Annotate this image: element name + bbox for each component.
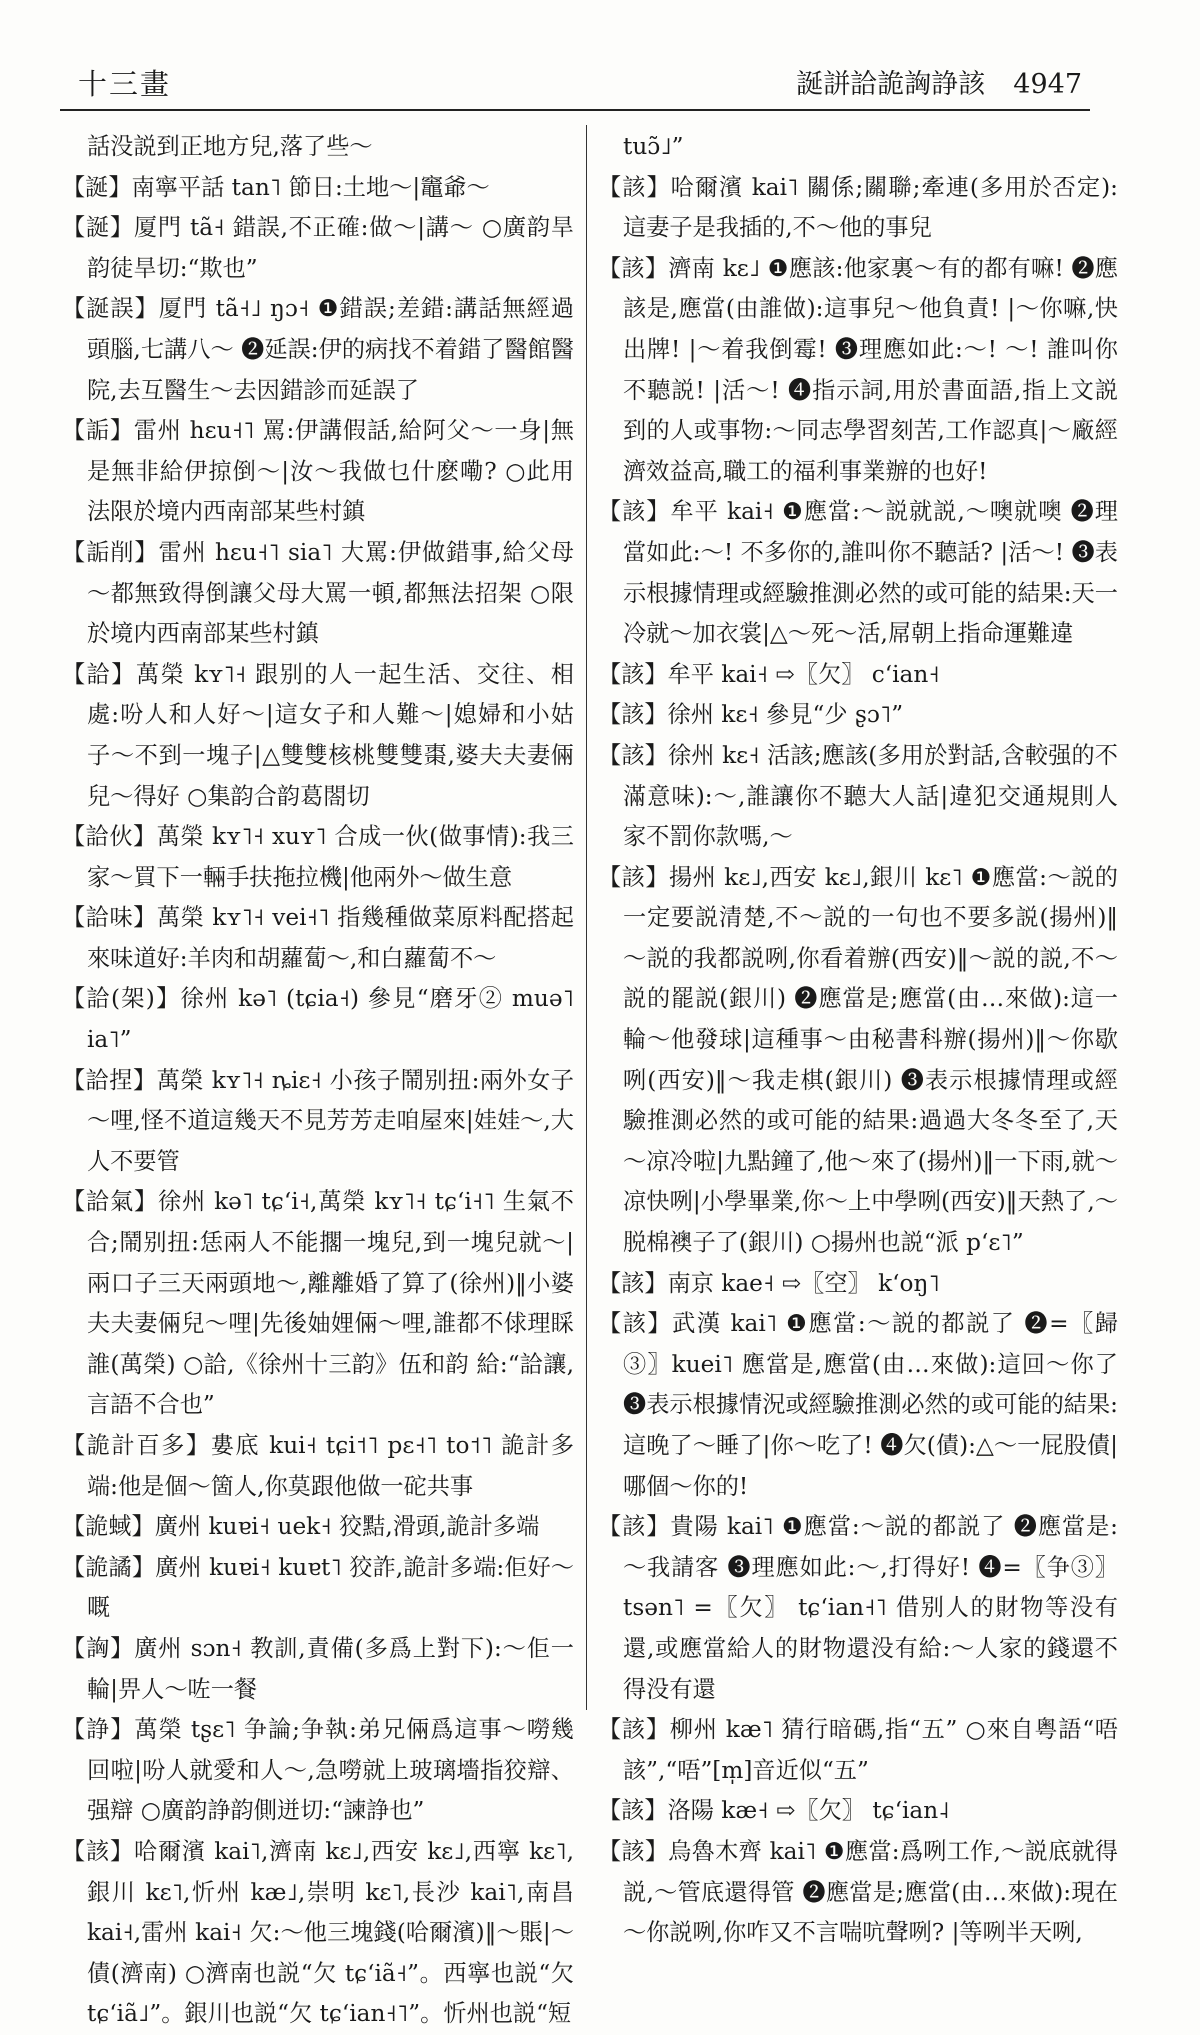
entry: 【詥捏】萬榮 kʏ˥˧ ȵiɛ˧ 小孩子鬧别扭:兩外女子～哩,怪不道這幾天不見芳芳走咱屋來|娃娃～,大人不要管 — [62, 1066, 574, 1175]
entry: 【該】哈爾濱 kai˥ 關係;關聯;牽連(多用於否定):這妻子是我插的,不～他的事兒 — [598, 173, 1118, 242]
entry: 【詥伙】萬榮 kʏ˥˧ xuʏ˥ 合成一伙(做事情):我三家～買下一輛手扶拖拉機|他兩外～做生意 — [62, 823, 574, 891]
header-right — [796, 62, 1082, 101]
left-column — [62, 127, 574, 2035]
entry: 【該】濟南 kɛ˩ ❶應該:他家裏～有的都有嘛! ❷應該是,應當(由誰做):這事兒～他負責! |～你嘛,快出牌! |～着我倒霉! ❸理應如此:～! ～! 誰叫你不聽説! |活～! ❹指示詞,用於書面語,指上文説到的人或事物:～同志學習刻苦,工作認真|～廠經濟效益高,職工的福利事業辦的也好! — [598, 254, 1118, 485]
right-column — [598, 127, 1118, 1954]
entry: 【誕】南寧平話 tan˥ 節日:土地～|竈爺～ — [62, 173, 490, 201]
entry: 【該】武漢 kai˥ ❶應當:～説的都説了 ❷=〖歸③〗kuei˥ 應當是,應當(由…來做):這回～你了 ❸表示根據情況或經驗推測必然的或可能的結果:這晚了～睡了|你～吃了! ❹欠(債):△～一屁股債|哪個～你的! — [598, 1310, 1118, 1500]
entry: 【該】牟平 kai˧ ❶應當:～説就説,～噢就噢 ❷理當如此:～! 不多你的,誰叫你不聽話? |活～! ❸表示根據情理或經驗推測必然的或可能的結果:天一冷就～加衣裳|△～死～活,屌朝上指命運難違 — [598, 498, 1118, 648]
entry: 【該】貴陽 kai˥ ❶應當:～説的都説了 ❷應當是:～我請客 ❸理應如此:～,打得好! ❹=〖争③〗tsən˥ =〖欠〗 tɕʻian˧˥ 借别人的財物等没有還,或應當給人的財物還没有給:～人家的錢還不得没有還 — [598, 1513, 1118, 1703]
entry: 【詥氣】徐州 kə˥ tɕʻi˧,萬榮 kʏ˥˧ tɕʻi˧˥ 生氣不合;鬧别扭:恁兩人不能擱一塊兒,到一塊兒就～|兩口子三天兩頭地～,離離婚了算了(徐州)‖小婆夫夫妻倆兒～哩|先後妯娌倆～哩,誰都不俅理睬誰(萬榮) ○詥,《徐州十三韵》伍和韵 給:“詥讓,言語不合也” — [62, 1188, 574, 1419]
entry: 【詥】萬榮 kʏ˥˧ 跟别的人一起生活、交往、相處:吩人和人好～|這女子和人難～|媳婦和小姑子～不到一塊子|△雙雙核桃雙雙棗,婆夫夫妻倆兒～得好 ○集韵合韵葛閤切 — [62, 660, 574, 810]
entry: 【詬】雷州 hɛu˧˥ 罵:伊講假話,給阿父～一身|無是無非給伊掠倒～|汝～我做乜什麽嘞? ○此用法限於境内西南部某些村鎮 — [62, 417, 574, 526]
page-number: 4947 — [1013, 69, 1082, 100]
entry: 【該】柳州 kæ˥ 猜行暗碼,指“五” ○來自粤語“唔該”,“唔”[m̩]音近似“五” — [598, 1716, 1118, 1784]
entry: 【詾】廣州 sɔn˧ 教訓,責備(多爲上對下):～佢一輪|畀人～咗一餐 — [62, 1634, 574, 1703]
entry: 【該】揚州 kɛ˩,西安 kɛ˩,銀川 kɛ˥ ❶應當:～説的一定要説清楚,不～説的一句也不要多説(揚州)‖～説的我都説咧,你看着辦(西安)‖～説的説,不～説的罷説(銀川) ❷應當是;應當(由…來做):這一輪～他發球|這種事～由秘書科辦(揚州)‖～你歇咧(西安)‖～我走棋(銀川) ❸表示根據情理或經驗推測必然的或可能的結果:過過大冬冬至了,天～凉冷啦|九點鐘了,他～來了(揚州)‖一下雨,就～凉快咧|小學畢業,你～上中學咧(西安)‖天熱了,～脱棉襖子了(銀川) ○揚州也説“派 pʻɛ˥” — [598, 863, 1118, 1257]
entry: 【詭計百多】婁底 kui˧ tɕi˦˥ pɛ˧˥ to˦˥ 詭計多端:他是個～箇人,你莫跟他做一砣共事 — [62, 1432, 574, 1500]
entry: 【該】哈爾濱 kai˥,濟南 kɛ˩,西安 kɛ˩,西寧 kɛ˥,銀川 kɛ˥,忻州 kæ˩,崇明 kɛ˥,長沙 kai˥,南昌 kai˧,雷州 kai˧ 欠:～他三塊錢(哈爾濱)‖～賬|～債(濟南) ○濟南也説“欠 tɕʻiã˧”。西寧也説“欠 tɕʻiã˩”。銀川也説“欠 tɕʻian˧˥”。忻州也説“短 — [62, 1837, 574, 2028]
entry: tuɔ̃˩” — [623, 133, 684, 160]
entry: 【誕】厦門 tã˧ 錯誤,不正確:做～|講～ ○廣韵旱韵徒旱切:“欺也” — [62, 214, 574, 282]
entry: 【詬削】雷州 hɛu˧˥ sia˥ 大罵:伊做錯事,給父母～都無致得倒讓父母大罵一頓,都無法招架 ○限於境内西南部某些村鎮 — [62, 538, 574, 648]
entry: 【該】徐州 kɛ˧ 參見“少 ʂɔ˥” — [598, 701, 904, 729]
entry: 【誕誤】厦門 tã˧˩ ŋɔ˧ ❶錯誤;差錯:講話無經過頭腦,七講八～ ❷延誤:伊的病找不着錯了醫館醫院,去互醫生～去因錯診而延誤了 — [62, 295, 574, 404]
header-chars: 誕誁詥詭詾諍該 — [796, 69, 986, 100]
entry: 【該】烏魯木齊 kai˥ ❶應當:爲咧工作,～説底就得説,～管底還得管 ❷應當是;應當(由…來做):現在～你説咧,你咋又不言喘吭聲咧? |等咧半天咧, — [598, 1837, 1118, 1947]
entry: 【詥味】萬榮 kʏ˥˧ vei˧˥ 指幾種做菜原料配搭起來味道好:羊肉和胡蘿蔔～,和白蘿蔔不～ — [62, 904, 574, 972]
entry: 【諍】萬榮 tʂɛ˥ 争論;争執:弟兄倆爲這事～嘮幾回啦|吩人就愛和人～,急嘮就上玻璃墻指狡辯、强辯 ○廣韵諍韵側迸切:“諫諍也” — [62, 1716, 574, 1825]
entry: 話没説到正地方兒,落了些～ — [87, 133, 373, 160]
header-left: 十三畫 — [78, 67, 172, 101]
entry: 【該】牟平 kai˧ ⇨〖欠〗 cʻian˧ — [598, 660, 940, 688]
entry: 【該】南京 kae˧ ⇨〖空〗 kʻoŋ˥ — [598, 1269, 940, 1297]
entry: 【詭蜮】廣州 kuɐi˧ uek˧ 狡黠,滑頭,詭計多端 — [62, 1513, 540, 1541]
entry: 【該】徐州 kɛ˧ 活該;應該(多用於對話,含較强的不滿意味):～,誰讓你不聽大人話|違犯交通規則人家不罰你款嗎,～ — [598, 741, 1118, 851]
entry: 【詥(架)】徐州 kə˥ (tɕia˧) 參見“磨牙② muə˥ ia˥” — [62, 985, 574, 1054]
entry: 【詭譎】廣州 kuɐi˧ kuɐt˥ 狡詐,詭計多端:佢好～嘅 — [62, 1553, 574, 1622]
header-rule — [60, 109, 1090, 111]
column-divider — [586, 125, 587, 1710]
entry: 【該】洛陽 kæ˧ ⇨〖欠〗 tɕʻian˨ — [598, 1797, 950, 1825]
